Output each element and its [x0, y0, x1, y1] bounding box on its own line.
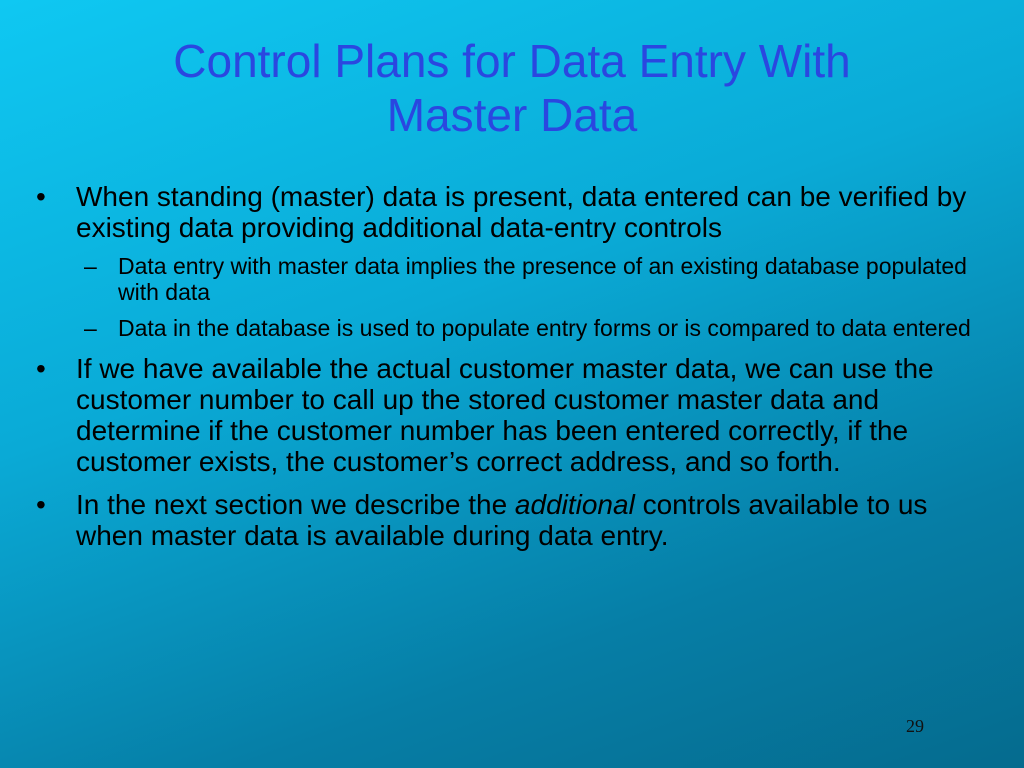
slide-body	[36, 181, 996, 551]
slide-title-line-1: Control Plans for Data Entry With	[173, 35, 851, 87]
bullet-text-part: controls available to us when master data is available during data entry.	[76, 489, 928, 551]
bullet-item	[36, 181, 996, 243]
sub-bullet-item	[84, 315, 996, 341]
bullet-item	[36, 489, 996, 551]
sub-bullet-text: Data in the database is used to populate entry forms or is compared to data entered	[118, 315, 971, 341]
bullet-marker: •	[36, 353, 46, 384]
bullet-marker: •	[36, 489, 46, 520]
slide-title	[60, 34, 964, 142]
bullet-marker: •	[36, 181, 46, 212]
bullet-text: When standing (master) data is present, data entered can be verified by existing data providing additional data-entry controls	[76, 181, 967, 243]
bullet-text: If we have available the actual customer master data, we can use the customer number to call up the stored customer master data and determine if the customer number has been entered correctly, if the customer exists, the customer’s correct address, and so forth.	[76, 353, 934, 477]
sub-bullet-item	[84, 253, 996, 305]
bullet-text	[76, 489, 996, 551]
sub-bullet-marker: –	[84, 253, 97, 279]
slide-title-line-2: Master Data	[386, 89, 638, 141]
sub-bullet-text: Data entry with master data implies the presence of an existing database populated with data	[118, 253, 967, 305]
bullet-item	[36, 353, 996, 477]
sub-bullet-marker: –	[84, 315, 97, 341]
bullet-text-part: In the next section we describe the	[76, 489, 515, 520]
page-number: 29	[906, 716, 924, 736]
emphasized-word: additional	[514, 489, 635, 520]
